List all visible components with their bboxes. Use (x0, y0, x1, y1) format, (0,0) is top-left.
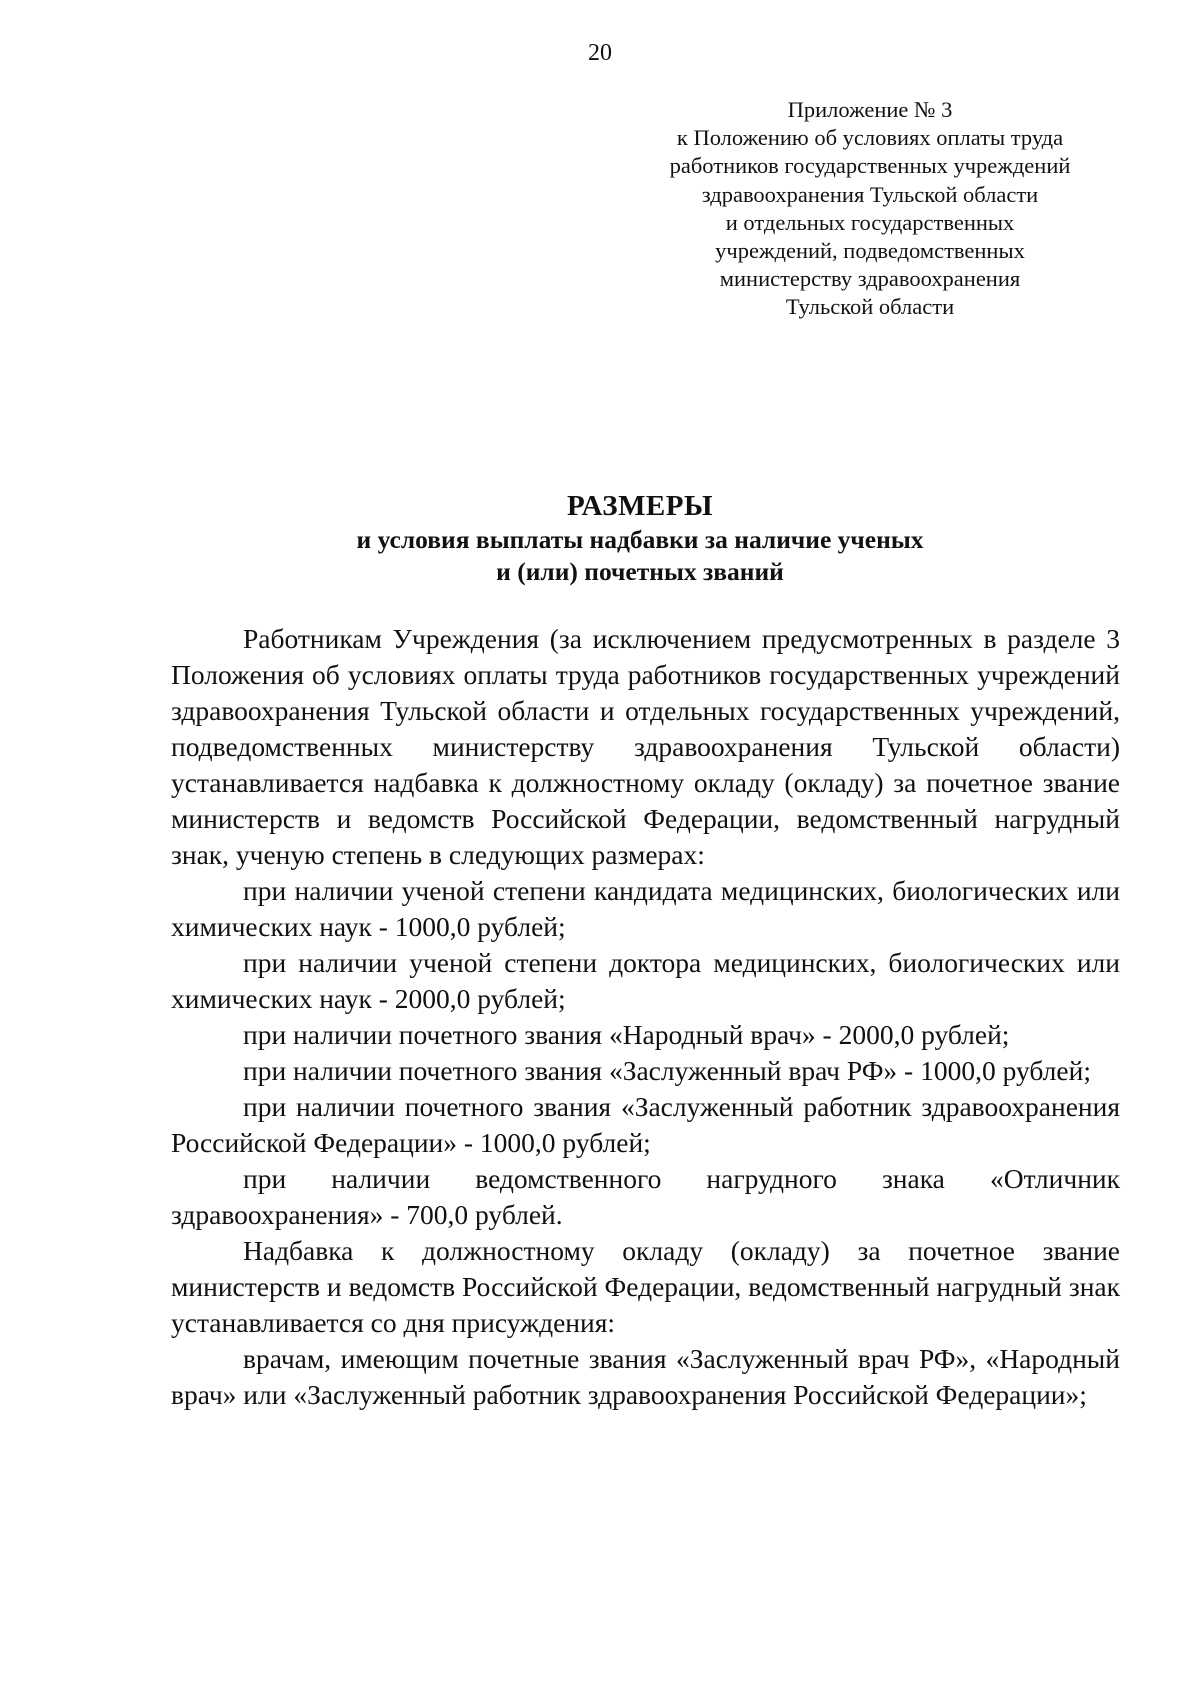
body-paragraph: при наличии ведомственного нагрудного знака «Отличник здравоохранения» - 700,0 рублей. (171, 1163, 1120, 1230)
document-title (160, 488, 1120, 588)
appendix-line: работников государственных учреждений (669, 153, 1071, 179)
appendix-line: Приложение № 3 (787, 97, 953, 122)
body-paragraph: при наличии почетного звания «Заслуженный врач РФ» - 1000,0 рублей; (243, 1055, 1091, 1086)
appendix-line: здравоохранения Тульской области (701, 181, 1039, 207)
body-paragraph: при наличии почетного звания «Народный врач» - 2000,0 рублей; (243, 1019, 1010, 1050)
title-main: РАЗМЕРЫ (567, 490, 713, 522)
appendix-line: Тульской области (785, 294, 955, 320)
body-paragraph: при наличии ученой степени кандидата медицинских, биологических или химических наук - 1000,0 рублей; (171, 875, 1120, 942)
body-paragraph: Надбавка к должностному окладу (окладу) за почетное звание министерств и ведомств Российской Федерации, ведомственный нагрудный знак устанавливается со дня присуждения: (171, 1235, 1120, 1338)
title-subtitle-line: и (или) почетных званий (496, 557, 784, 586)
appendix-line: и отдельных государственных (725, 209, 1015, 235)
appendix-line: к Положению об условиях оплаты труда (676, 125, 1064, 151)
page-number: 20 (588, 40, 612, 66)
body-paragraph: при наличии почетного звания «Заслуженный работник здравоохранения Российской Федерации» - 1000,0 рублей; (171, 1091, 1120, 1158)
title-subtitle-line: и условия выплаты надбавки за наличие ученых (356, 525, 924, 554)
appendix-line: министерству здравоохранения (719, 266, 1021, 292)
body-paragraph: при наличии ученой степени доктора медицинских, биологических или химических наук - 2000,0 рублей; (171, 947, 1120, 1014)
appendix-line: учреждений, подведомственных (715, 238, 1025, 264)
appendix-reference (640, 96, 1100, 322)
body-paragraph: Работникам Учреждения (за исключением предусмотренных в разделе 3 Положения об условиях оплаты труда работников государственных учреждений здравоохранения Тульской области и отдельных государственных учреждений, подведомственных министерству здравоохранения Тульской области) устанавливается надбавка к должностному окладу (окладу) за почетное звание министерств и ведомств Российской Федерации, ведомственный нагрудный знак, ученую степень в следующих размерах: (171, 623, 1120, 870)
body-text (171, 621, 1120, 1413)
body-paragraph: врачам, имеющим почетные звания «Заслуженный врач РФ», «Народный врач» или «Заслуженный работник здравоохранения Российской Федерации»; (171, 1343, 1120, 1410)
